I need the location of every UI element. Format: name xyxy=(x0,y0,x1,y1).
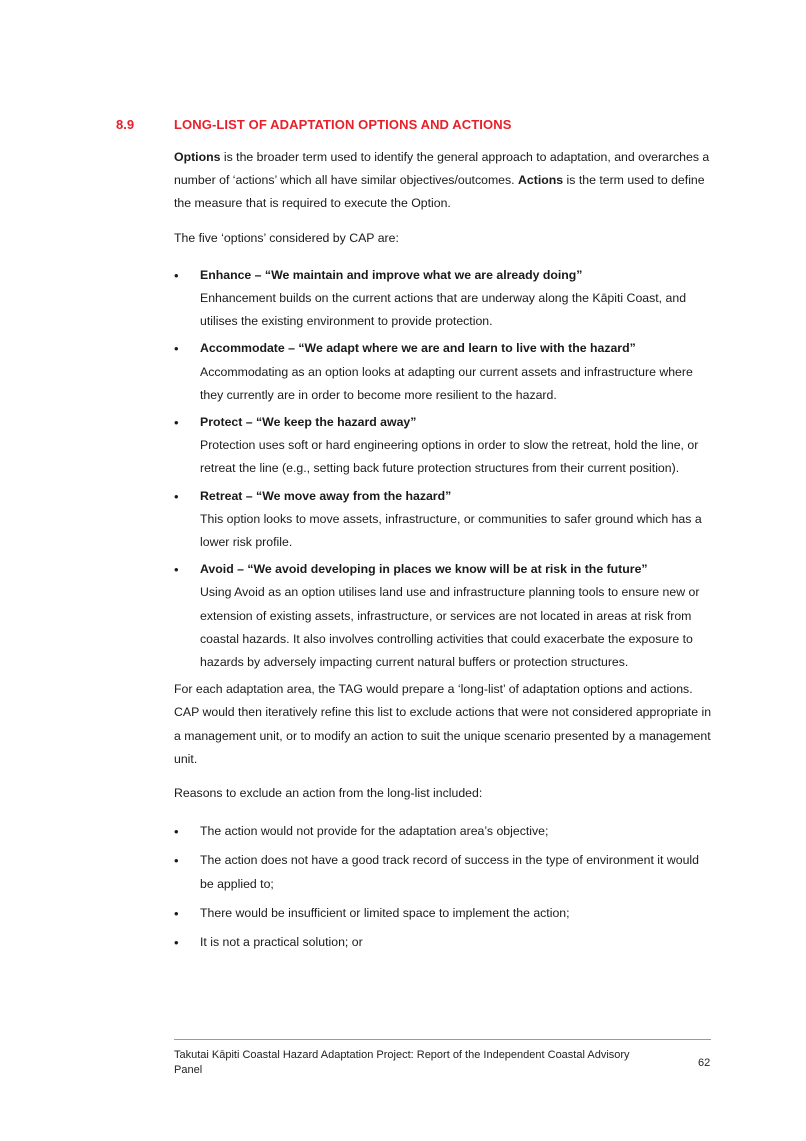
options-term: Options xyxy=(174,150,221,164)
option-description: Accommodating as an option looks at adapting our current assets and infrastructure where they currently are in order to become more resilient to the hazard. xyxy=(200,364,693,402)
list-item xyxy=(174,485,714,555)
list-item: • The action would not provide for the adaptation area’s objective; xyxy=(174,820,714,843)
option-title: • Accommodate – “We adapt where we are and learn to live with the hazard” xyxy=(200,341,636,356)
section-title: LONG-LIST OF ADAPTATION OPTIONS AND ACTIONS xyxy=(174,117,512,132)
option-title: • Avoid – “We avoid developing in places we know will be at risk in the future” xyxy=(200,562,648,577)
option-description: This option looks to move assets, infrastructure, or communities to safer ground which has a lower risk profile. xyxy=(200,511,702,550)
list-item xyxy=(174,264,714,334)
list-item: • It is not a practical solution; or xyxy=(174,931,714,954)
page-number: 62 xyxy=(698,1057,711,1069)
option-description: Enhancement builds on the current actions that are underway along the Kāpiti Coast, and utilises the existing environment to provide protection. xyxy=(200,291,687,329)
options-intro: The five ‘options’ considered by CAP are: xyxy=(174,230,399,245)
longlist-paragraph: For each adaptation area, the TAG would prepare a ‘long-list’ of adaptation options and actions. CAP would then iteratively refine this list to exclude actions that were not considered appropriate in a management unit, or to modify an action to suit the unique scenario presented by a management unit. xyxy=(174,682,712,766)
intro-text-2: is the term used to define the measure that is required to execute the Option. xyxy=(174,173,705,211)
list-item xyxy=(174,558,714,674)
option-description: Using Avoid as an option utilises land use and infrastructure planning tools to ensure new or extension of existing assets, infrastructure, or services are not located in areas at risk from coastal hazards. It also involves controlling activities that could exacerbate the exposure to hazards by adversely impacting current natural buffers or protection structures. xyxy=(200,585,700,670)
option-description: Protection uses soft or hard engineering options in order to slow the retreat, hold the line, or retreat the line (e.g., setting back future protection structures from their current position). xyxy=(200,438,699,476)
option-title: • Protect – “We keep the hazard away” xyxy=(200,415,417,430)
option-title: • Enhance – “We maintain and improve what we are already doing” xyxy=(200,267,583,282)
intro-text-1: is the broader term used to identify the general approach to adaptation, and overarches a number of ‘actions’ which all have similar objectives/outcomes. xyxy=(174,150,710,188)
list-item xyxy=(174,411,714,481)
footer-divider xyxy=(174,1039,711,1040)
list-item: • There would be insufficient or limited space to implement the action; xyxy=(174,902,714,925)
intro-paragraph xyxy=(174,146,714,216)
footer-title: Takutai Kāpiti Coastal Hazard Adaptation Project: Report of the Independent Coastal Advisory Panel xyxy=(174,1049,630,1076)
option-title: • Retreat – “We move away from the hazard” xyxy=(200,488,452,503)
reasons-intro: Reasons to exclude an action from the long-list included: xyxy=(174,786,483,801)
actions-term: Actions xyxy=(518,173,564,188)
list-item xyxy=(174,337,714,407)
body-content xyxy=(174,146,714,960)
reasons-list xyxy=(174,820,714,954)
list-item: • The action does not have a good track record of success in the type of environment it would be applied to; xyxy=(174,849,714,895)
options-list xyxy=(174,264,714,674)
section-number: 8.9 xyxy=(116,117,135,132)
